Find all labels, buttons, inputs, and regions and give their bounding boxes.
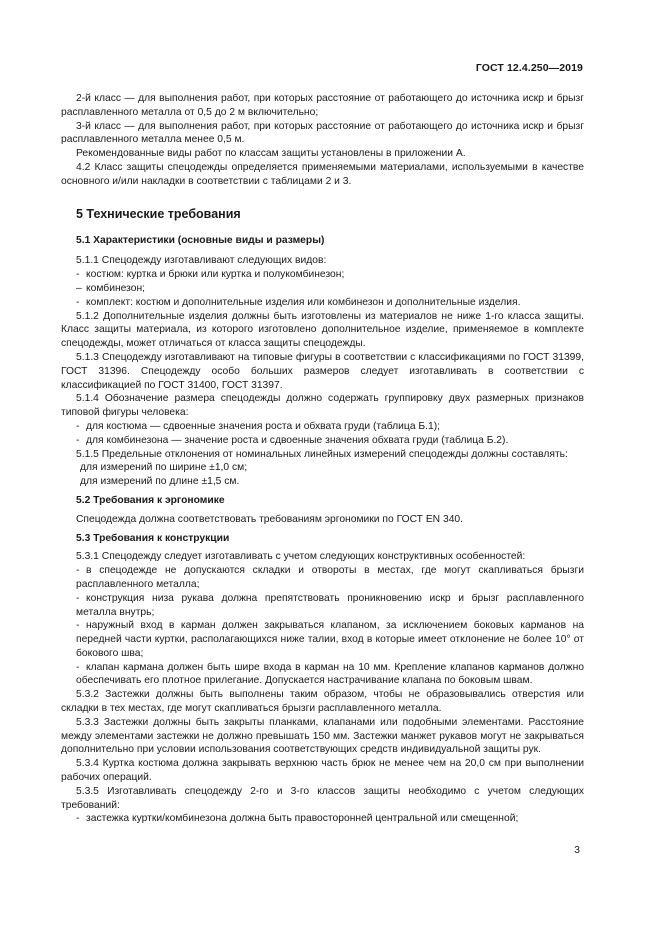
paragraph-5-3-2: 5.3.2 Застежки должны быть выполнены таким образом, чтобы не образовывались отверстия или складки в тех местах, где могут скапливаться брызги расплавленного металла. — [61, 689, 584, 715]
subsection-5-1-title: 5.1 Характеристики (основные виды и размеры) — [76, 234, 325, 246]
page-number: 3 — [574, 845, 580, 856]
paragraph-class-2: 2-й класс — для выполнения работ, при которых расстояние от работающего до источника искр и брызг расплавленного металла от 0,5 до 2 м включительно; — [61, 93, 584, 118]
list-item: - клапан кармана должен быть шире входа в карман на 10 мм. Крепление клапанов карманов должно обеспечивать его плотное прилегание. Допускается настрачивание клапана по боковым швам. — [76, 661, 584, 687]
paragraph-5-1-1: 5.1.1 Спецодежду изготавливают следующих видов: — [76, 255, 327, 267]
list-item: – комбинезон; — [76, 282, 146, 294]
document-body — [61, 92, 584, 826]
list-item: для измерений по ширине ±1,0 см; — [80, 462, 248, 474]
document-header: ГОСТ 12.4.250—2019 — [475, 62, 583, 74]
paragraph-5-3-5: 5.3.5 Изготавливать спецодежду 2-го и 3-го классов защиты необходимо с учетом следующих требований: — [61, 785, 584, 811]
paragraph-recommended-works: Рекомендованные виды работ по классам защиты установлены в приложении А. — [76, 148, 466, 160]
paragraph-5-1-5: 5.1.5 Предельные отклонения от номинальных линейных измерений спецодежды должны составлять: — [76, 448, 568, 460]
paragraph-5-2: Спецодежда должна соответствовать требованиям эргономики по ГОСТ EN 340. — [76, 513, 464, 525]
paragraph-5-1-2: 5.1.2 Дополнительные изделия должны быть изготовлены из материалов не ниже 1-го класса защиты. Класс защиты материала, из которого изготовлено дополнительное изделие, применяемое в комплекте спецодежды, может отличаться от класса защиты спецодежды. — [61, 310, 584, 350]
subsection-5-3-title: 5.3 Требования к конструкции — [76, 532, 230, 544]
paragraph-5-3-1: 5.3.1 Спецодежду следует изготавливать с учетом следующих конструктивных особенностей: — [76, 551, 526, 563]
list-item: для измерений по длине ±1,5 см. — [80, 476, 240, 488]
list-item: - наружный вход в карман должен закрываться клапаном, за исключением боковых карманов на передней части куртки, располагающихся ниже талии, вход в которые имеет отклонение не более 10° от бокового шва; — [76, 620, 584, 659]
paragraph-class-3: 3-й класс — для выполнения работ, при которых расстояние от работающего до источника искр и брызг расплавленного металла менее 0,5 м. — [61, 120, 584, 146]
section-5-title: 5 Технические требования — [76, 206, 241, 221]
list-item: - для комбинезона — значение роста и сдвоенные значения обхвата груди (таблица Б.2). — [76, 434, 509, 446]
paragraph-5-3-3: 5.3.3 Застежки должны быть закрыты планками, клапанами или подобными элементами. Расстояние между элементами застежки не должно превышать 150 мм. Застежки манжет рукавов могут не закрываться дополнительно при условии использования соответствующих средств индивидуальной защиты рук. — [61, 716, 584, 756]
list-item: - в спецодежде не допускаются складки и отвороты в местах, где могут скапливаться брызги расплавленного металла; — [76, 565, 584, 590]
paragraph-5-1-3: 5.1.3 Спецодежду изготавливают на типовые фигуры в соответствии с классификациями по ГОСТ 31399, ГОСТ 31396. Спецодежду особо больших размеров следует изготавливать в соответствии с классификацией по ГОСТ 31400, ГОСТ 31397. — [61, 351, 584, 391]
paragraph-5-3-4: 5.3.4 Куртка костюма должна закрывать верхнюю часть брюк не менее чем на 20,0 см при выполнении рабочих операций. — [61, 758, 584, 784]
list-item: - конструкция низа рукава должна препятствовать проникновению искр и брызг расплавленного металла внутрь; — [76, 592, 584, 618]
paragraph-4-2: 4.2 Класс защиты спецодежды определяется применяемыми материалами, используемыми в качестве основного и/или накладки в соответствии с таблицами 2 и 3. — [61, 161, 584, 187]
list-item: - костюм: куртка и брюки или куртка и полукомбинезон; — [76, 269, 345, 281]
list-item: - комплект: костюм и дополнительные изделия или комбинезон и дополнительные изделия. — [76, 296, 521, 308]
list-item: - застежка куртки/комбинезона должна быть правосторонней центральной или смещенной; — [76, 813, 519, 825]
subsection-5-2-title: 5.2 Требования к эргономике — [76, 494, 225, 506]
paragraph-5-1-4: 5.1.4 Обозначение размера спецодежды должно содержать группировку двух размерных признаков типовой фигуры человека: — [61, 393, 584, 419]
list-item: - для костюма — сдвоенные значения роста и обхвата груди (таблица Б.1); — [76, 420, 441, 432]
